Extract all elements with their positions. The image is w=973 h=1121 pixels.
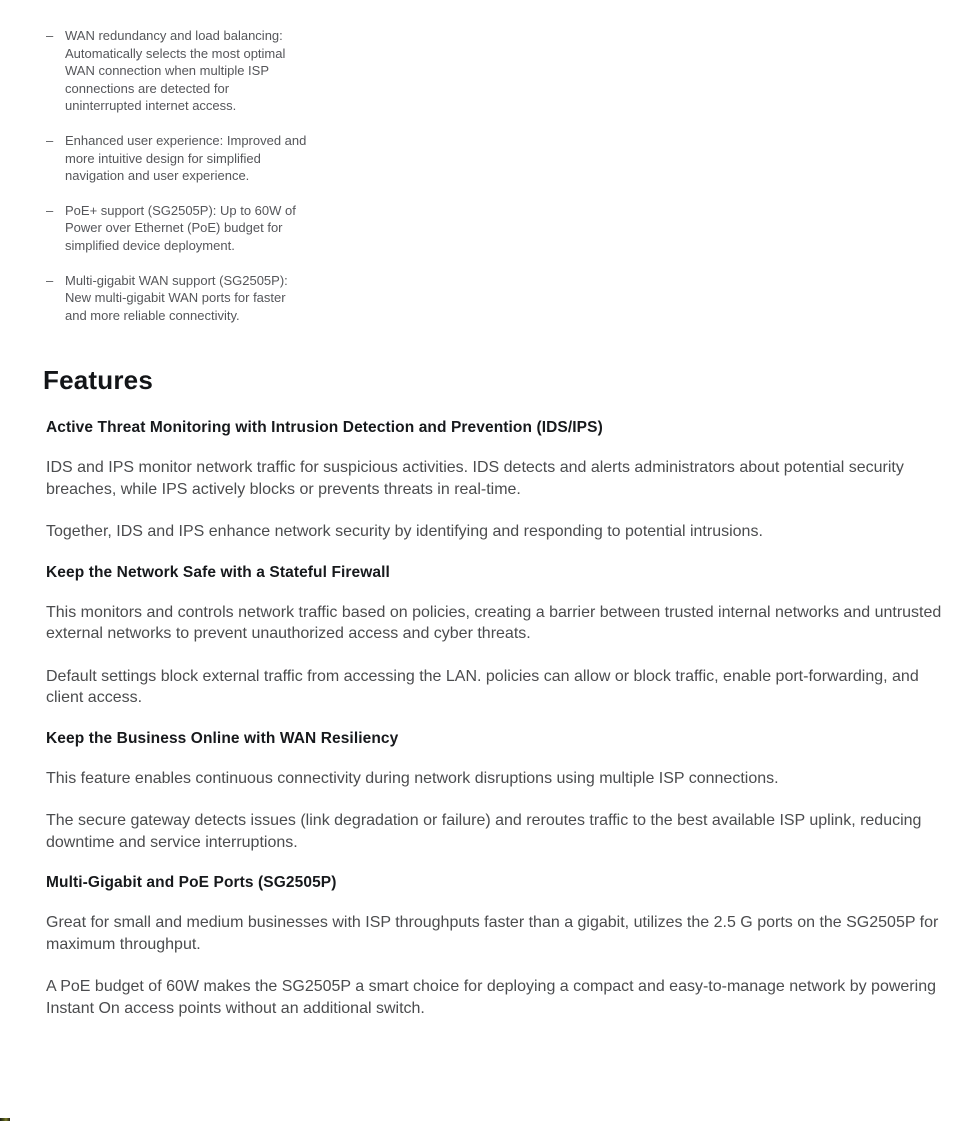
dash-bullet-marker: – [46,202,54,218]
section-title: Multi-Gigabit and PoE Ports (SG2505P) [46,874,337,892]
paragraph: A PoE budget of 60W makes the SG2505P a smart choice for deploying a compact and easy-to-manage network by powering Instant On access points without an additional switch. [46,978,936,1017]
section-title: Keep the Business Online with WAN Resiliency [46,729,399,747]
dash-bullet-marker: – [46,272,54,288]
list-item [46,27,308,115]
dash-bullet-marker: – [46,132,54,148]
paragraph: The secure gateway detects issues (link degradation or failure) and reroutes traffic to the best available ISP uplink, reducing downtime and service interruptions. [46,812,922,851]
section-title: Active Threat Monitoring with Intrusion Detection and Prevention (IDS/IPS) [46,419,603,437]
dash-bullet-marker: – [46,28,54,43]
paragraph: IDS and IPS monitor network traffic for suspicious activities. IDS detects and alerts administrators about potential security breaches, while IPS actively blocks or prevents threats in real-time. [46,459,904,498]
paragraph: Great for small and medium businesses with ISP throughputs faster than a gigabit, utilizes the 2.5 G ports on the SG2505P for maximum throughput. [46,914,939,953]
list-item [46,202,308,255]
section-multi-gigabit-poe [46,874,943,1019]
bullet-text: PoE+ support (SG2505P): Up to 60W of Power over Ethernet (PoE) budget for simplified device deployment. [65,202,296,253]
page-title: Features [43,365,153,396]
section-title: Keep the Network Safe with a Stateful Firewall [46,563,390,581]
bullet-text: WAN redundancy and load balancing: Automatically selects the most optimal WAN connection when multiple ISP connections are detected for uninterrupted internet access. [65,28,286,114]
section-ids-ips [46,419,943,543]
section-stateful-firewall [46,564,943,709]
feature-bullet-list [46,27,308,324]
list-item [46,272,308,325]
section-wan-resiliency [46,730,943,854]
list-item [46,132,308,185]
paragraph: Together, IDS and IPS enhance network security by identifying and responding to potential intrusions. [46,523,763,541]
bullet-text: Enhanced user experience: Improved and more intuitive design for simplified navigation and user experience. [65,132,307,184]
paragraph: This monitors and controls network traffic based on policies, creating a barrier between trusted internal networks and untrusted external networks to prevent unauthorized access and cyber threats. [46,603,942,643]
paragraph: Default settings block external traffic from accessing the LAN. policies can allow or block traffic, enable port-forwarding, and client access. [46,667,919,707]
bullet-text: Multi-gigabit WAN support (SG2505P): New multi-gigabit WAN ports for faster and more reliable connectivity. [65,272,288,323]
paragraph: This feature enables continuous connectivity during network disruptions using multiple ISP connections. [46,769,779,787]
